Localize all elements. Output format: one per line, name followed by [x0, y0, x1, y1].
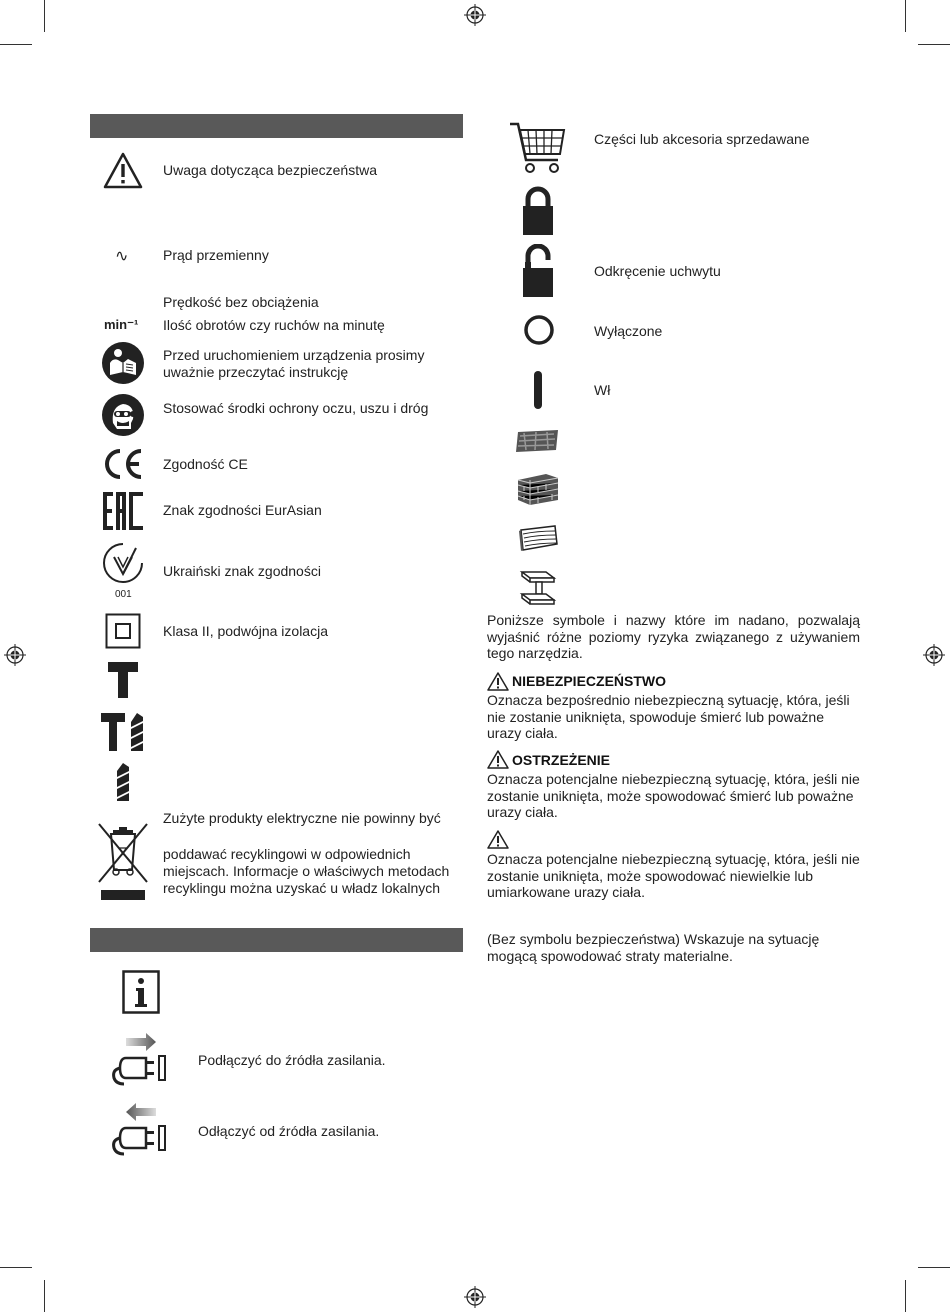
ce-label: Zgodność CE	[163, 456, 248, 472]
danger-description: Oznacza bezpośrednio niebezpieczną sytuację, która, jeśli nie zostanie uniknięta, spowoduje śmierć lub poważne urazy ciała.	[487, 692, 850, 741]
read-manual-label-2: uważnie przeczytać instrukcję	[163, 364, 349, 380]
wood-material-icon	[517, 524, 559, 552]
crop-mark	[918, 44, 950, 45]
brick-material-icon	[516, 472, 560, 506]
no-load-speed-label: Prędkość bez obciążenia	[163, 294, 319, 310]
accessories-label: Części lub akcesoria sprzedawane	[594, 131, 810, 147]
registration-mark-icon	[464, 1286, 486, 1308]
hammer-mode-icon	[105, 660, 141, 700]
crop-mark	[0, 1267, 32, 1268]
weee-bin-icon	[97, 822, 149, 902]
weee-label-1: Zużyte produkty elektryczne nie powinny być	[163, 810, 441, 826]
notice-description: (Bez symbolu bezpieczeństwa) Wskazuje na sytuację mogącą spowodować straty materialne.	[487, 931, 820, 964]
section-header-bar	[90, 114, 463, 138]
protective-equipment-icon	[101, 393, 145, 437]
plug-in-icon	[110, 1032, 168, 1088]
safety-alert-label: Uwaga dotycząca bezpieczeństwa	[163, 162, 378, 178]
alternating-current-label: Prąd przemienny	[163, 247, 269, 263]
class2-label: Klasa II, podwójna izolacja	[163, 623, 328, 639]
unlock-icon	[520, 244, 556, 298]
crop-mark	[44, 1280, 45, 1312]
plug-in-label: Podłączyć do źródła zasilania.	[198, 1052, 386, 1068]
weee-label-4: recyklingu można uzyskać u władz lokalnych	[163, 880, 441, 896]
ukrainian-conformity-icon	[102, 542, 144, 588]
shopping-cart-icon	[508, 120, 566, 176]
ukrainian-conformity-label: Ukraiński znak zgodności	[163, 563, 321, 579]
unplug-label: Odłączyć od źródła zasilania.	[198, 1123, 380, 1139]
crop-mark	[0, 44, 32, 45]
lock-icon	[520, 186, 556, 236]
off-label: Wyłączone	[594, 323, 663, 339]
warning-small-triangle-icon	[487, 750, 509, 769]
unlock-label: Odkręcenie uchwytu	[594, 263, 721, 279]
registration-mark-icon	[923, 644, 945, 666]
read-manual-icon	[101, 341, 145, 385]
registration-mark-icon	[464, 4, 486, 26]
signal-words-intro: Poniższe symbole i nazwy które im nadano, pozwalają wyjaśnić różne poziomy ryzyka związanego z używaniem tego narzędzia.	[487, 612, 860, 661]
on-symbol-icon	[532, 370, 544, 410]
caution-description: Oznacza potencjalne niebezpieczną sytuację, która, jeśli nie zostanie uniknięta, może spowodować niewielkie lub umiarkowane urazy ciała.	[487, 851, 860, 900]
info-icon	[122, 970, 160, 1014]
danger-title: NIEBEZPIECZEŃSTWO	[512, 673, 667, 689]
alternating-current-icon: ∿	[115, 248, 129, 265]
eac-label: Znak zgodności EurAsian	[163, 502, 322, 518]
stone-material-icon	[514, 428, 560, 454]
eac-mark-icon	[101, 491, 145, 531]
warning-title: OSTRZEŻENIE	[512, 752, 611, 768]
section-header-bar	[90, 928, 463, 952]
warning-description: Oznacza potencjalne niebezpieczną sytuację, która, jeśli nie zostanie uniknięta, może spowodować śmierć lub poważne urazy ciała.	[487, 771, 860, 820]
crop-mark	[44, 0, 45, 32]
danger-triangle-icon	[487, 672, 509, 691]
crop-mark	[905, 1280, 906, 1312]
off-symbol-icon	[523, 314, 555, 346]
read-manual-label-1: Przed uruchomieniem urządzenia prosimy	[163, 347, 425, 363]
weee-label-2: poddawać recyklingowi w odpowiednich	[163, 846, 411, 862]
registration-mark-icon	[4, 644, 26, 666]
caution-triangle-icon	[487, 830, 509, 849]
class2-insulation-icon	[105, 613, 141, 649]
hammer-drill-mode-icon	[99, 711, 149, 753]
weee-label-3: miejscach. Informacje o właściwych metodach	[163, 863, 450, 879]
warning-triangle-icon	[103, 152, 143, 189]
drill-mode-icon	[115, 762, 131, 802]
ukrainian-code: 001	[115, 589, 132, 600]
unplug-icon	[110, 1102, 168, 1158]
crop-mark	[905, 0, 906, 32]
crop-mark	[918, 1267, 950, 1268]
min-unit-label: min⁻¹	[104, 317, 139, 332]
rpm-label: Ilość obrotów czy ruchów na minutę	[163, 317, 385, 333]
protective-equipment-label: Stosować środki ochrony oczu, uszu i dróg	[163, 400, 429, 416]
ce-mark-icon	[101, 448, 145, 480]
on-label: Wł	[594, 382, 611, 398]
metal-beam-icon	[518, 570, 558, 606]
